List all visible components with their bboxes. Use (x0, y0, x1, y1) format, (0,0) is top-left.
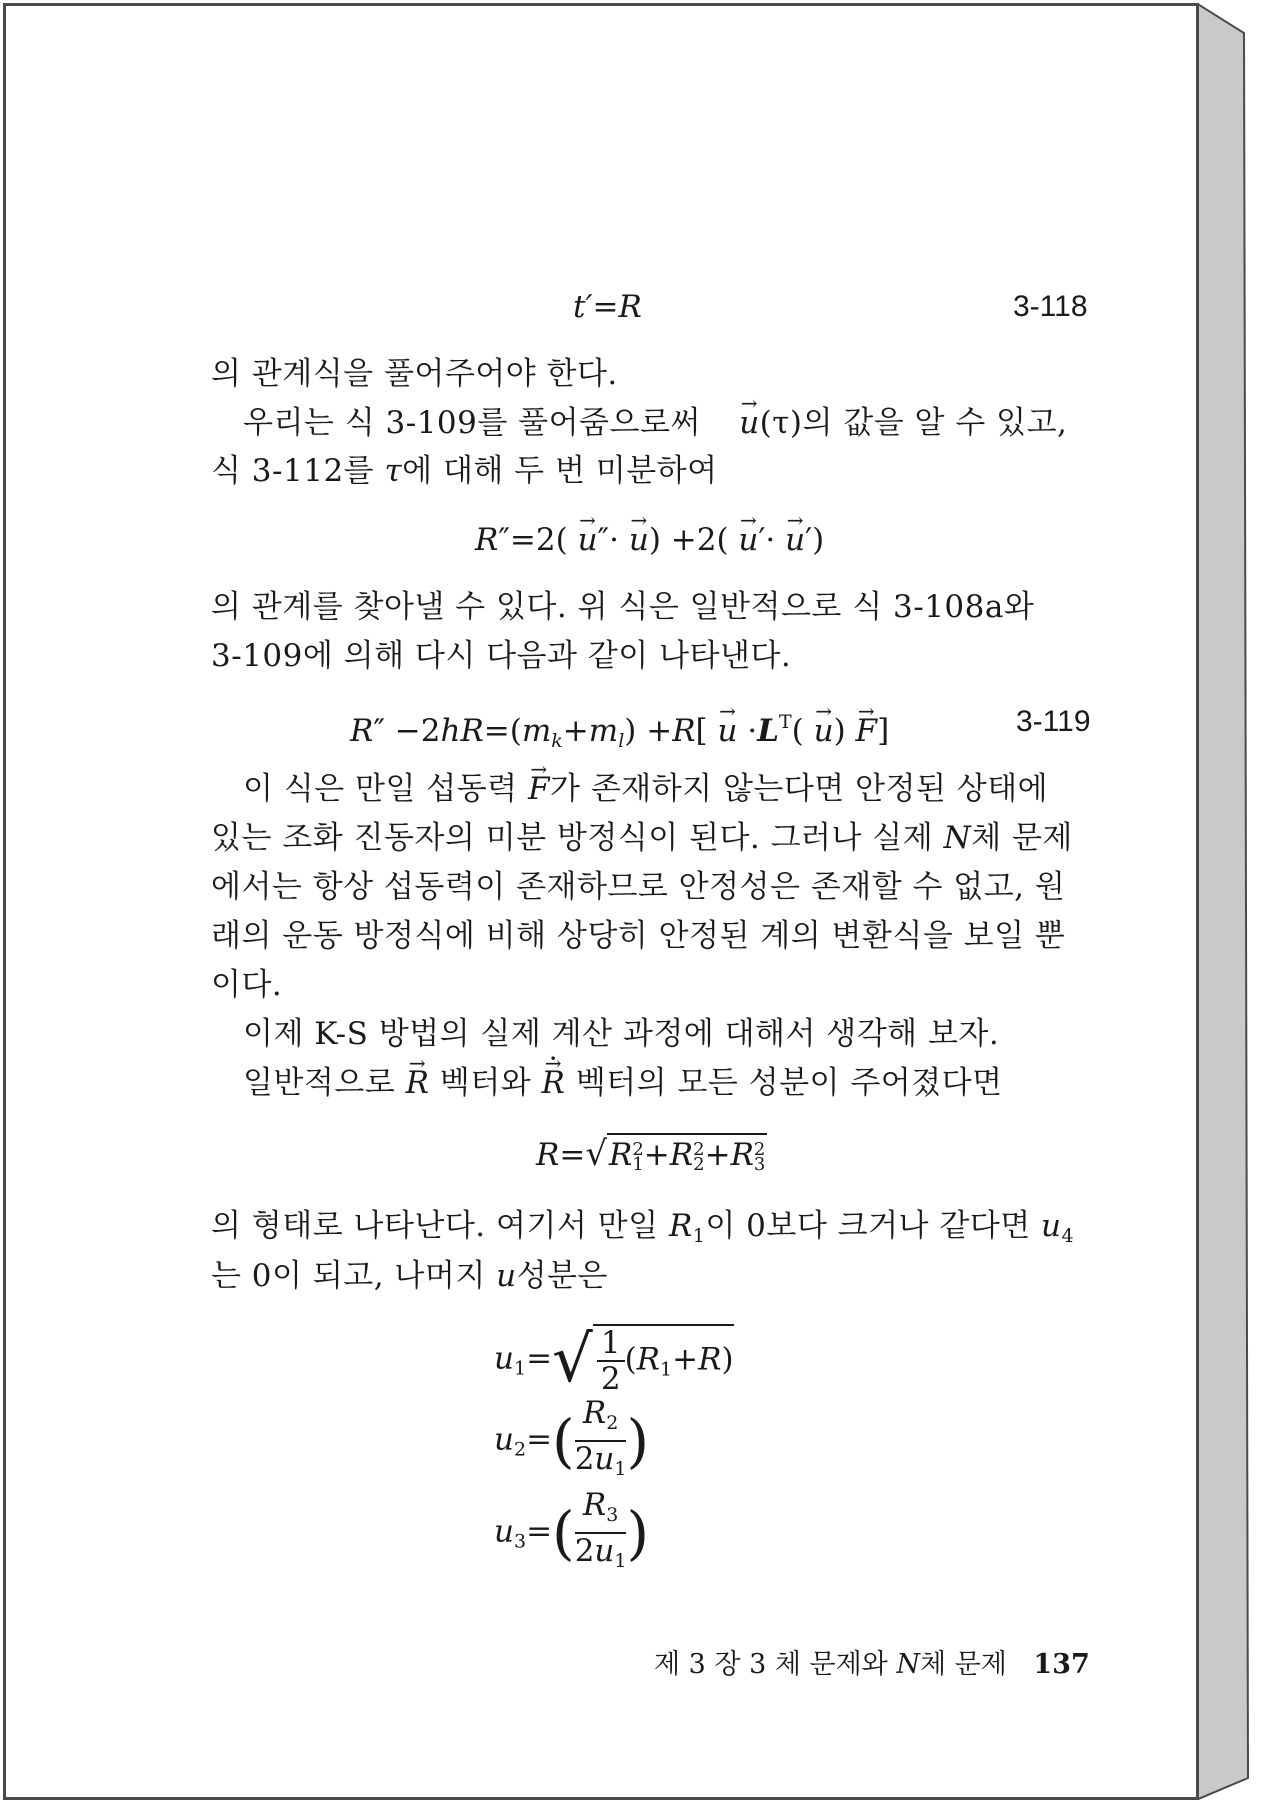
page (3, 3, 1199, 1800)
body-line: 이 식은 만일 섭동력 → F가 존재하지 않는다면 안정된 상태에 (243, 769, 1048, 809)
running-footer: 제 3 장 3 체 문제와 N체 문제 137 (654, 1649, 1090, 1680)
body-line: 의 관계를 찾아낼 수 있다. 위 식은 일반적으로 식 3-108a와 (211, 589, 1035, 625)
body-line: 3-109에 의해 다시 다음과 같이 나타낸다. (211, 638, 792, 674)
vector-R-dot: · → R (542, 1063, 566, 1103)
body-line: 식 3-112를 τ에 대해 두 번 미분하여 (211, 453, 718, 489)
page-number: 137 (1033, 1649, 1090, 1680)
equation-R-magnitude: R=√R2 1+R2 2+R2 3 (536, 1134, 766, 1175)
body-line: 우리는 식 3-109를 풀어줌으로써 → u(τ)의 값을 알 수 있고, (243, 403, 1067, 443)
body-line: 는 0이 되고, 나머지 u성분은 (211, 1258, 608, 1294)
page-edge-shading (1196, 3, 1251, 1800)
equation-3-119: $R'' -2hR=(m_k+m_l) +R[ \to u \cdot L^T( \to u) \to F]$ (350, 702, 889, 761)
body-line: 이제 K-S 방법의 실제 계산 과정에 대해서 생각해 보자. (243, 1016, 1000, 1052)
equation-u1: $u_1=√$ $\frac{1}{2}$ $(R_1+R)$ (494, 1323, 734, 1397)
vector-F: → F (528, 769, 550, 809)
body-line: 의 관계식을 풀어주어야 한다. (211, 356, 618, 392)
vector-R: → R (406, 1063, 430, 1103)
equation-u2: $u_2=$( $\frac{R_2}{2u_1}$ ) (494, 1395, 650, 1480)
body-line: 의 형태로 나타난다. 여기서 만일 $R_1$이 0보다 크거나 같다면 $u_4$ (211, 1208, 1075, 1247)
equation-number: 3-119 (1016, 705, 1091, 738)
equation-3-118: t′=R (573, 289, 642, 325)
vector-u: → u (739, 403, 759, 443)
equation-R-double-prime: R″=2( → u″· → u) +2( → u′· → u′) (475, 520, 824, 560)
body-line: 에서는 항상 섭동력이 존재하므로 안정성은 존재할 수 없고, 원 (211, 869, 1066, 905)
body-line: 일반적으로 → R 벡터와 · → R 벡터의 모든 성분이 주어졌다면 (243, 1063, 1003, 1103)
equation-number: 3-118 (1013, 290, 1088, 323)
equation-u3: $u_3=$( $\frac{R_3}{2u_1}$ ) (494, 1487, 650, 1572)
body-line: 이다. (211, 967, 283, 1003)
body-line: 래의 운동 방정식에 비해 상당히 안정된 계의 변환식을 보일 뿐 (211, 918, 1066, 954)
body-line: 있는 조화 진동자의 미분 방정식이 된다. 그러나 실제 N체 문제 (211, 820, 1073, 856)
